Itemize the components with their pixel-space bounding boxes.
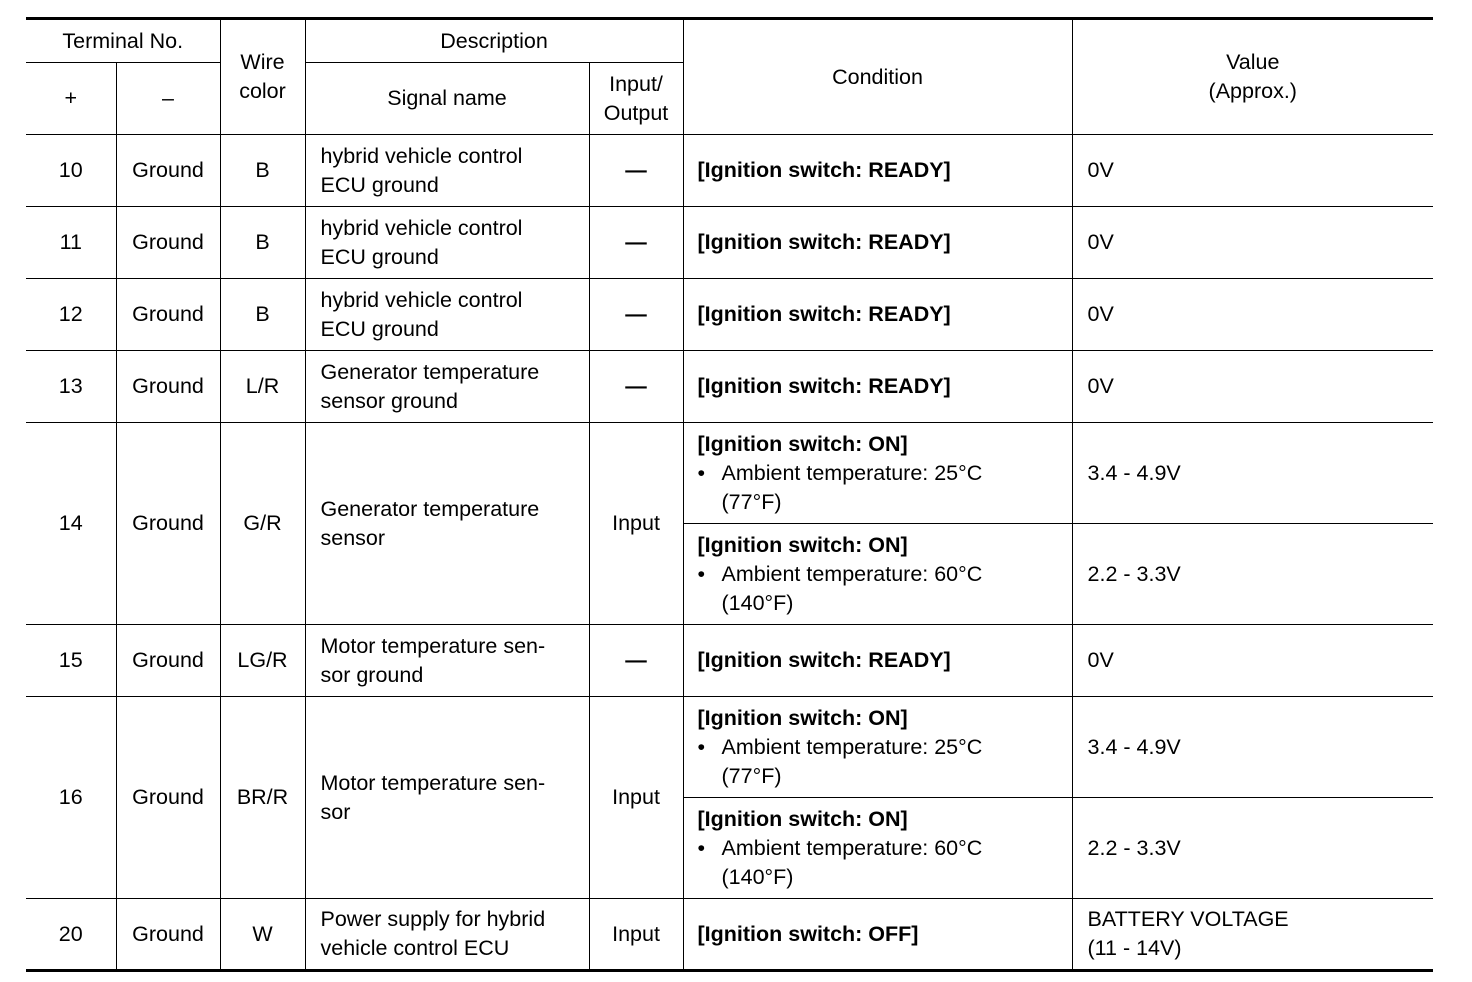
signal-name: Motor temperature sen- sor ground bbox=[305, 625, 589, 697]
signal-name: Generator temperature sensor ground bbox=[305, 351, 589, 423]
terminal-table bbox=[26, 17, 1433, 972]
header-io: Input/ Output bbox=[589, 63, 683, 135]
header-minus: – bbox=[116, 63, 220, 135]
condition bbox=[683, 625, 1072, 697]
input-output: — bbox=[589, 351, 683, 423]
table-row bbox=[26, 279, 1433, 351]
condition-title: [Ignition switch: READY] bbox=[697, 230, 951, 254]
signal-name: Motor temperature sen- sor bbox=[305, 697, 589, 899]
bullet-icon: • bbox=[697, 734, 706, 759]
table-row bbox=[26, 697, 1433, 798]
bullet-icon: • bbox=[697, 561, 706, 586]
header-value: Value (Approx.) bbox=[1072, 19, 1433, 135]
condition-title: [Ignition switch: ON] bbox=[697, 806, 908, 831]
terminal-plus: 12 bbox=[26, 279, 116, 351]
condition bbox=[683, 351, 1072, 423]
value: 3.4 - 4.9V bbox=[1072, 697, 1433, 798]
terminal-minus: Ground bbox=[116, 135, 220, 207]
table-row bbox=[26, 423, 1433, 524]
condition bbox=[683, 135, 1072, 207]
condition-detail bbox=[698, 834, 1072, 892]
input-output: — bbox=[589, 279, 683, 351]
condition bbox=[683, 798, 1072, 899]
terminal-minus: Ground bbox=[116, 423, 220, 625]
terminal-plus: 20 bbox=[26, 899, 116, 971]
value: BATTERY VOLTAGE (11 - 14V) bbox=[1072, 899, 1433, 971]
condition bbox=[683, 279, 1072, 351]
condition-detail-text: Ambient temperature: 60°C (140°F) bbox=[721, 835, 983, 889]
terminal-minus: Ground bbox=[116, 351, 220, 423]
wire-color: W bbox=[220, 899, 305, 971]
condition-detail bbox=[698, 459, 1072, 517]
condition-detail bbox=[698, 560, 1072, 618]
value: 0V bbox=[1072, 207, 1433, 279]
terminal-plus: 10 bbox=[26, 135, 116, 207]
terminal-plus: 14 bbox=[26, 423, 116, 625]
header-plus: + bbox=[26, 63, 116, 135]
condition-detail-text: Ambient temperature: 60°C (140°F) bbox=[721, 561, 983, 615]
table-body bbox=[26, 135, 1433, 971]
signal-name: Power supply for hybrid vehicle control ECU bbox=[305, 899, 589, 971]
condition-title: [Ignition switch: READY] bbox=[697, 302, 951, 326]
wire-color: BR/R bbox=[220, 697, 305, 899]
condition bbox=[683, 899, 1072, 971]
condition bbox=[683, 524, 1072, 625]
table-row bbox=[26, 207, 1433, 279]
condition-title: [Ignition switch: OFF] bbox=[697, 921, 919, 946]
input-output: Input bbox=[589, 899, 683, 971]
terminal-plus: 16 bbox=[26, 697, 116, 899]
input-output: — bbox=[589, 207, 683, 279]
table-header bbox=[26, 19, 1433, 135]
value: 0V bbox=[1072, 135, 1433, 207]
header-description: Description bbox=[305, 19, 683, 63]
condition-detail-text: Ambient temperature: 25°C (77°F) bbox=[721, 734, 983, 788]
value: 0V bbox=[1072, 625, 1433, 697]
signal-name: Generator temperature sensor bbox=[305, 423, 589, 625]
wire-color: B bbox=[220, 135, 305, 207]
input-output: Input bbox=[589, 697, 683, 899]
terminal-minus: Ground bbox=[116, 279, 220, 351]
terminal-plus: 13 bbox=[26, 351, 116, 423]
input-output: — bbox=[589, 625, 683, 697]
terminal-plus: 15 bbox=[26, 625, 116, 697]
wire-color: G/R bbox=[220, 423, 305, 625]
condition-title: [Ignition switch: READY] bbox=[697, 158, 951, 182]
condition-title: [Ignition switch: ON] bbox=[697, 705, 908, 730]
table-row bbox=[26, 899, 1433, 971]
signal-name: hybrid vehicle control ECU ground bbox=[305, 279, 589, 351]
input-output: Input bbox=[589, 423, 683, 625]
condition bbox=[683, 697, 1072, 798]
wire-color: L/R bbox=[220, 351, 305, 423]
header-terminal-no: Terminal No. bbox=[26, 19, 220, 63]
condition-title: [Ignition switch: ON] bbox=[697, 431, 908, 456]
value: 2.2 - 3.3V bbox=[1072, 524, 1433, 625]
table-row bbox=[26, 351, 1433, 423]
wire-color: LG/R bbox=[220, 625, 305, 697]
wire-color: B bbox=[220, 207, 305, 279]
value: 0V bbox=[1072, 351, 1433, 423]
condition bbox=[683, 423, 1072, 524]
table-row bbox=[26, 135, 1433, 207]
wire-color: B bbox=[220, 279, 305, 351]
terminal-minus: Ground bbox=[116, 207, 220, 279]
header-wire-color: Wire color bbox=[220, 19, 305, 135]
condition-title: [Ignition switch: ON] bbox=[697, 532, 908, 557]
header-condition: Condition bbox=[683, 19, 1072, 135]
table-row bbox=[26, 625, 1433, 697]
bullet-icon: • bbox=[697, 835, 706, 860]
condition bbox=[683, 207, 1072, 279]
terminal-plus: 11 bbox=[26, 207, 116, 279]
condition-title: [Ignition switch: READY] bbox=[697, 374, 951, 398]
bullet-icon: • bbox=[697, 460, 706, 485]
terminal-minus: Ground bbox=[116, 697, 220, 899]
condition-detail-text: Ambient temperature: 25°C (77°F) bbox=[721, 460, 983, 514]
terminal-minus: Ground bbox=[116, 625, 220, 697]
value: 3.4 - 4.9V bbox=[1072, 423, 1433, 524]
condition-title: [Ignition switch: READY] bbox=[697, 648, 951, 672]
input-output: — bbox=[589, 135, 683, 207]
signal-name: hybrid vehicle control ECU ground bbox=[305, 207, 589, 279]
value: 2.2 - 3.3V bbox=[1072, 798, 1433, 899]
value: 0V bbox=[1072, 279, 1433, 351]
terminal-minus: Ground bbox=[116, 899, 220, 971]
header-signal-name: Signal name bbox=[305, 63, 589, 135]
condition-detail bbox=[698, 733, 1072, 791]
signal-name: hybrid vehicle control ECU ground bbox=[305, 135, 589, 207]
